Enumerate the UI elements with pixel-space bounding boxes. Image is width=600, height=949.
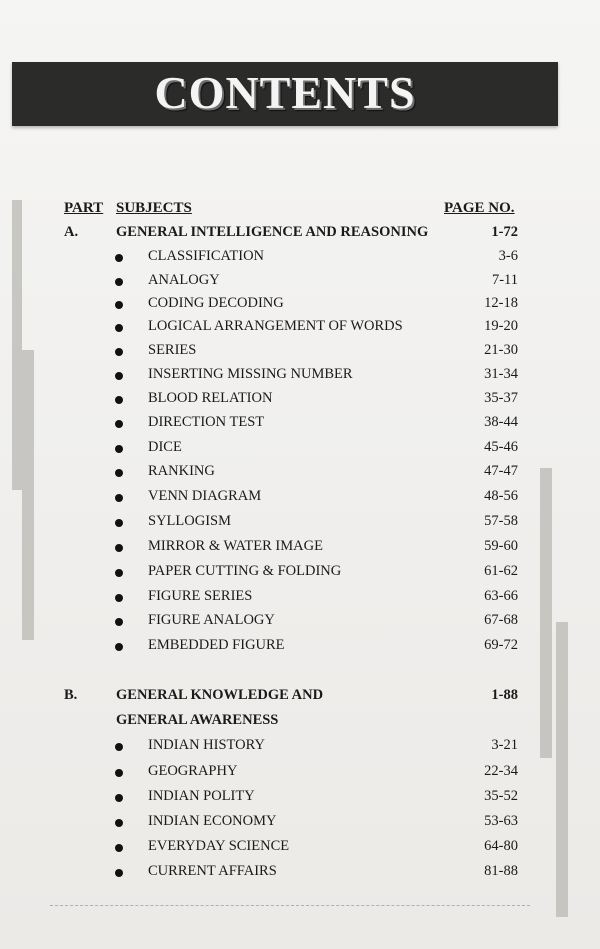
- subject-label: EVERYDAY SCIENCE: [148, 838, 290, 854]
- bullet-icon: [115, 469, 123, 477]
- subject-label: FIGURE ANALOGY: [148, 612, 275, 628]
- list-item: [0, 272, 600, 294]
- subject-label: GEOGRAPHY: [148, 763, 238, 779]
- bullet-icon: [115, 420, 123, 428]
- bullet-icon: [115, 769, 123, 777]
- subject-label: EMBEDDED FIGURE: [148, 637, 285, 653]
- list-item: [0, 295, 600, 317]
- subject-label: MIRROR & WATER IMAGE: [148, 538, 323, 554]
- bullet-icon: [115, 372, 123, 380]
- list-item: [0, 390, 600, 412]
- subject-pages: 3-21: [491, 737, 518, 753]
- subject-pages: 35-37: [484, 390, 518, 406]
- subject-label: FIGURE SERIES: [148, 588, 253, 604]
- subject-pages: 48-56: [484, 488, 518, 504]
- section-row-b-line2: [0, 712, 600, 734]
- list-item: [0, 563, 600, 585]
- subject-label: PAPER CUTTING & FOLDING: [148, 563, 342, 579]
- section-title-line2: GENERAL AWARENESS: [116, 712, 279, 728]
- bullet-icon: [115, 301, 123, 309]
- subject-label: VENN DIAGRAM: [148, 488, 262, 504]
- bullet-icon: [115, 844, 123, 852]
- bullet-icon: [115, 743, 123, 751]
- subject-pages: 59-60: [484, 538, 518, 554]
- part-letter: A.: [64, 224, 79, 240]
- subject-pages: 63-66: [484, 588, 518, 604]
- list-item: [0, 788, 600, 810]
- subject-pages: 7-11: [491, 272, 518, 288]
- footer-divider: [50, 905, 530, 906]
- subject-pages: 12-18: [484, 295, 518, 311]
- subject-label: INDIAN HISTORY: [148, 737, 265, 753]
- list-item: [0, 414, 600, 436]
- subject-pages: 64-80: [484, 838, 518, 854]
- bullet-icon: [115, 278, 123, 286]
- section-row-b: [0, 687, 600, 709]
- bullet-icon: [115, 445, 123, 453]
- bullet-icon: [115, 324, 123, 332]
- list-item: [0, 637, 600, 659]
- bullet-icon: [115, 544, 123, 552]
- subject-pages: 22-34: [484, 763, 518, 779]
- section-title: GENERAL KNOWLEDGE AND: [116, 687, 324, 703]
- bullet-icon: [115, 594, 123, 602]
- bullet-icon: [115, 396, 123, 404]
- list-item: [0, 538, 600, 560]
- list-item: [0, 513, 600, 535]
- subject-label: DIRECTION TEST: [148, 414, 265, 430]
- list-item: [0, 863, 600, 885]
- part-letter: B.: [64, 687, 78, 703]
- subject-pages: 35-52: [484, 788, 518, 804]
- subject-pages: 38-44: [484, 414, 518, 430]
- list-item: [0, 838, 600, 860]
- column-header-part: PART: [64, 200, 104, 216]
- bullet-icon: [115, 794, 123, 802]
- section-title: GENERAL INTELLIGENCE AND REASONING: [116, 224, 429, 240]
- bullet-icon: [115, 869, 123, 877]
- list-item: [0, 342, 600, 364]
- bullet-icon: [115, 519, 123, 527]
- subject-label: CURRENT AFFAIRS: [148, 863, 277, 879]
- subject-label: SYLLOGISM: [148, 513, 231, 529]
- bullet-icon: [115, 348, 123, 356]
- subject-pages: 81-88: [484, 863, 518, 879]
- list-item: [0, 318, 600, 340]
- column-header-subjects: SUBJECTS: [116, 200, 192, 216]
- list-item: [0, 588, 600, 610]
- subject-label: INDIAN ECONOMY: [148, 813, 277, 829]
- subject-pages: 21-30: [484, 342, 518, 358]
- page-title: CONTENTS: [154, 67, 416, 118]
- list-item: [0, 763, 600, 785]
- list-item: [0, 612, 600, 634]
- bullet-icon: [115, 819, 123, 827]
- subject-pages: 31-34: [484, 366, 518, 382]
- subject-label: RANKING: [148, 463, 215, 479]
- subject-label: DICE: [148, 439, 182, 455]
- bullet-icon: [115, 494, 123, 502]
- subject-pages: 19-20: [484, 318, 518, 334]
- list-item: [0, 439, 600, 461]
- subject-pages: 69-72: [484, 637, 518, 653]
- section-pages: 1-72: [491, 224, 518, 240]
- subject-pages: 45-46: [484, 439, 518, 455]
- bullet-icon: [115, 643, 123, 651]
- bullet-icon: [115, 618, 123, 626]
- section-row-a: [0, 224, 600, 246]
- column-header-page-no: PAGE NO.: [444, 200, 515, 216]
- subject-pages: 67-68: [484, 612, 518, 628]
- subject-pages: 53-63: [484, 813, 518, 829]
- subject-label: INDIAN POLITY: [148, 788, 255, 804]
- list-item: [0, 737, 600, 759]
- list-item: [0, 366, 600, 388]
- subject-pages: 61-62: [484, 563, 518, 579]
- subject-pages: 47-47: [484, 463, 518, 479]
- list-item: [0, 248, 600, 270]
- section-pages: 1-88: [491, 687, 518, 703]
- subject-label: CLASSIFICATION: [148, 248, 265, 264]
- subject-label: SERIES: [148, 342, 197, 358]
- contents-banner: [12, 62, 558, 126]
- bullet-icon: [115, 254, 123, 262]
- list-item: [0, 463, 600, 485]
- subject-pages: 57-58: [484, 513, 518, 529]
- subject-label: LOGICAL ARRANGEMENT OF WORDS: [148, 318, 403, 334]
- subject-label: CODING DECODING: [148, 295, 284, 311]
- list-item: [0, 813, 600, 835]
- list-item: [0, 488, 600, 510]
- subject-label: INSERTING MISSING NUMBER: [148, 366, 353, 382]
- subject-label: ANALOGY: [148, 272, 220, 288]
- subject-pages: 3-6: [498, 248, 518, 264]
- subject-label: BLOOD RELATION: [148, 390, 273, 406]
- bullet-icon: [115, 569, 123, 577]
